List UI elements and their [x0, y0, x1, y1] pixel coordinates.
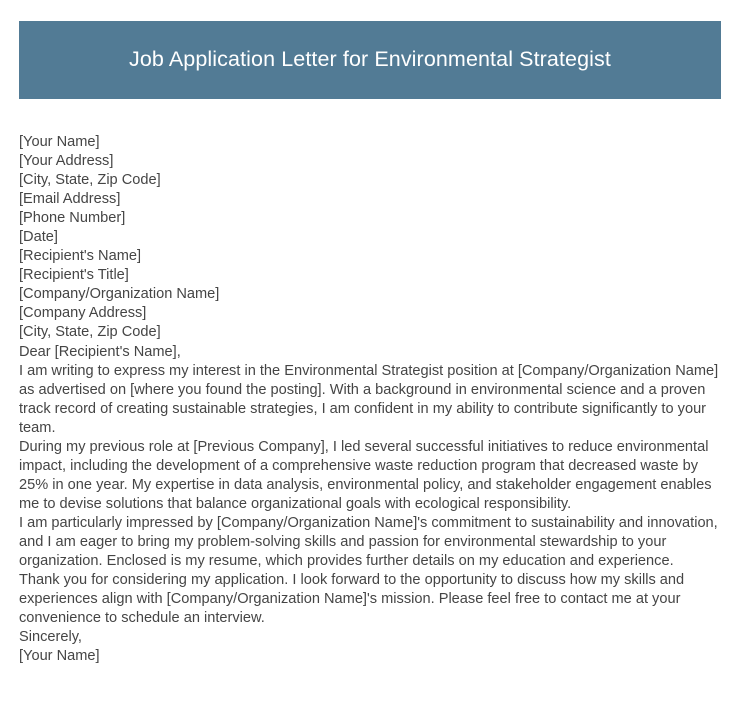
recipient-line-name: [Recipient's Name] — [19, 248, 142, 265]
recipient-line-company: [Company/Organization Name] — [19, 286, 220, 303]
sender-address-block — [19, 133, 719, 228]
sender-line-city: [City, State, Zip Code] — [19, 172, 161, 189]
body-paragraph-4: Thank you for considering my application. I look forward to the opportunity to discuss how my skills and experiences align with [Company/Organization Name]'s mission. Please feel free to contact me at your convenience to schedule an interview. — [19, 572, 685, 627]
recipient-address-block — [19, 247, 719, 342]
recipient-line-city: [City, State, Zip Code] — [19, 324, 161, 341]
signature-name: [Your Name] — [19, 648, 100, 665]
body-paragraph-1: I am writing to express my interest in the Environmental Strategist position at [Company/Organization Name] as advertised on [where you found the posting]. With a background in environmental science and a proven track record of creating sustainable strategies, I am confident in my ability to contribute significantly to your team. — [19, 362, 719, 436]
sender-line-name: [Your Name] — [19, 134, 100, 150]
letter-header-banner — [19, 21, 721, 99]
letter-body — [19, 133, 719, 666]
closing-block — [19, 628, 719, 666]
sender-line-email: [Email Address] — [19, 191, 121, 208]
body-paragraph-3: I am particularly impressed by [Company/Organization Name]'s commitment to sustainability and innovation, and I am eager to bring my problem-solving skills and passion for environmental stewardship to your organization. Enclosed is my resume, which provides further details on my education and experience. — [19, 514, 718, 570]
salutation — [19, 343, 719, 362]
date-block — [19, 228, 719, 247]
salutation-text: Dear [Recipient's Name], — [19, 343, 181, 360]
closing-text: Sincerely, — [19, 629, 82, 646]
sender-line-phone: [Phone Number] — [19, 210, 126, 227]
letter-date: [Date] — [19, 229, 58, 246]
body-paragraph-2: During my previous role at [Previous Company], I led several successful initiatives to reduce environmental impact, including the development of a comprehensive waste reduction program that decreased waste by 25% in one year. My expertise in data analysis, environmental policy, and stakeholder engagement enables me to devise solutions that balance organizational goals with ecological responsibility. — [19, 438, 712, 512]
recipient-line-address: [Company Address] — [19, 305, 147, 322]
recipient-line-title: [Recipient's Title] — [19, 267, 129, 284]
page-title: Job Application Letter for Environmental Strategist — [129, 47, 611, 72]
sender-line-address: [Your Address] — [19, 153, 114, 170]
